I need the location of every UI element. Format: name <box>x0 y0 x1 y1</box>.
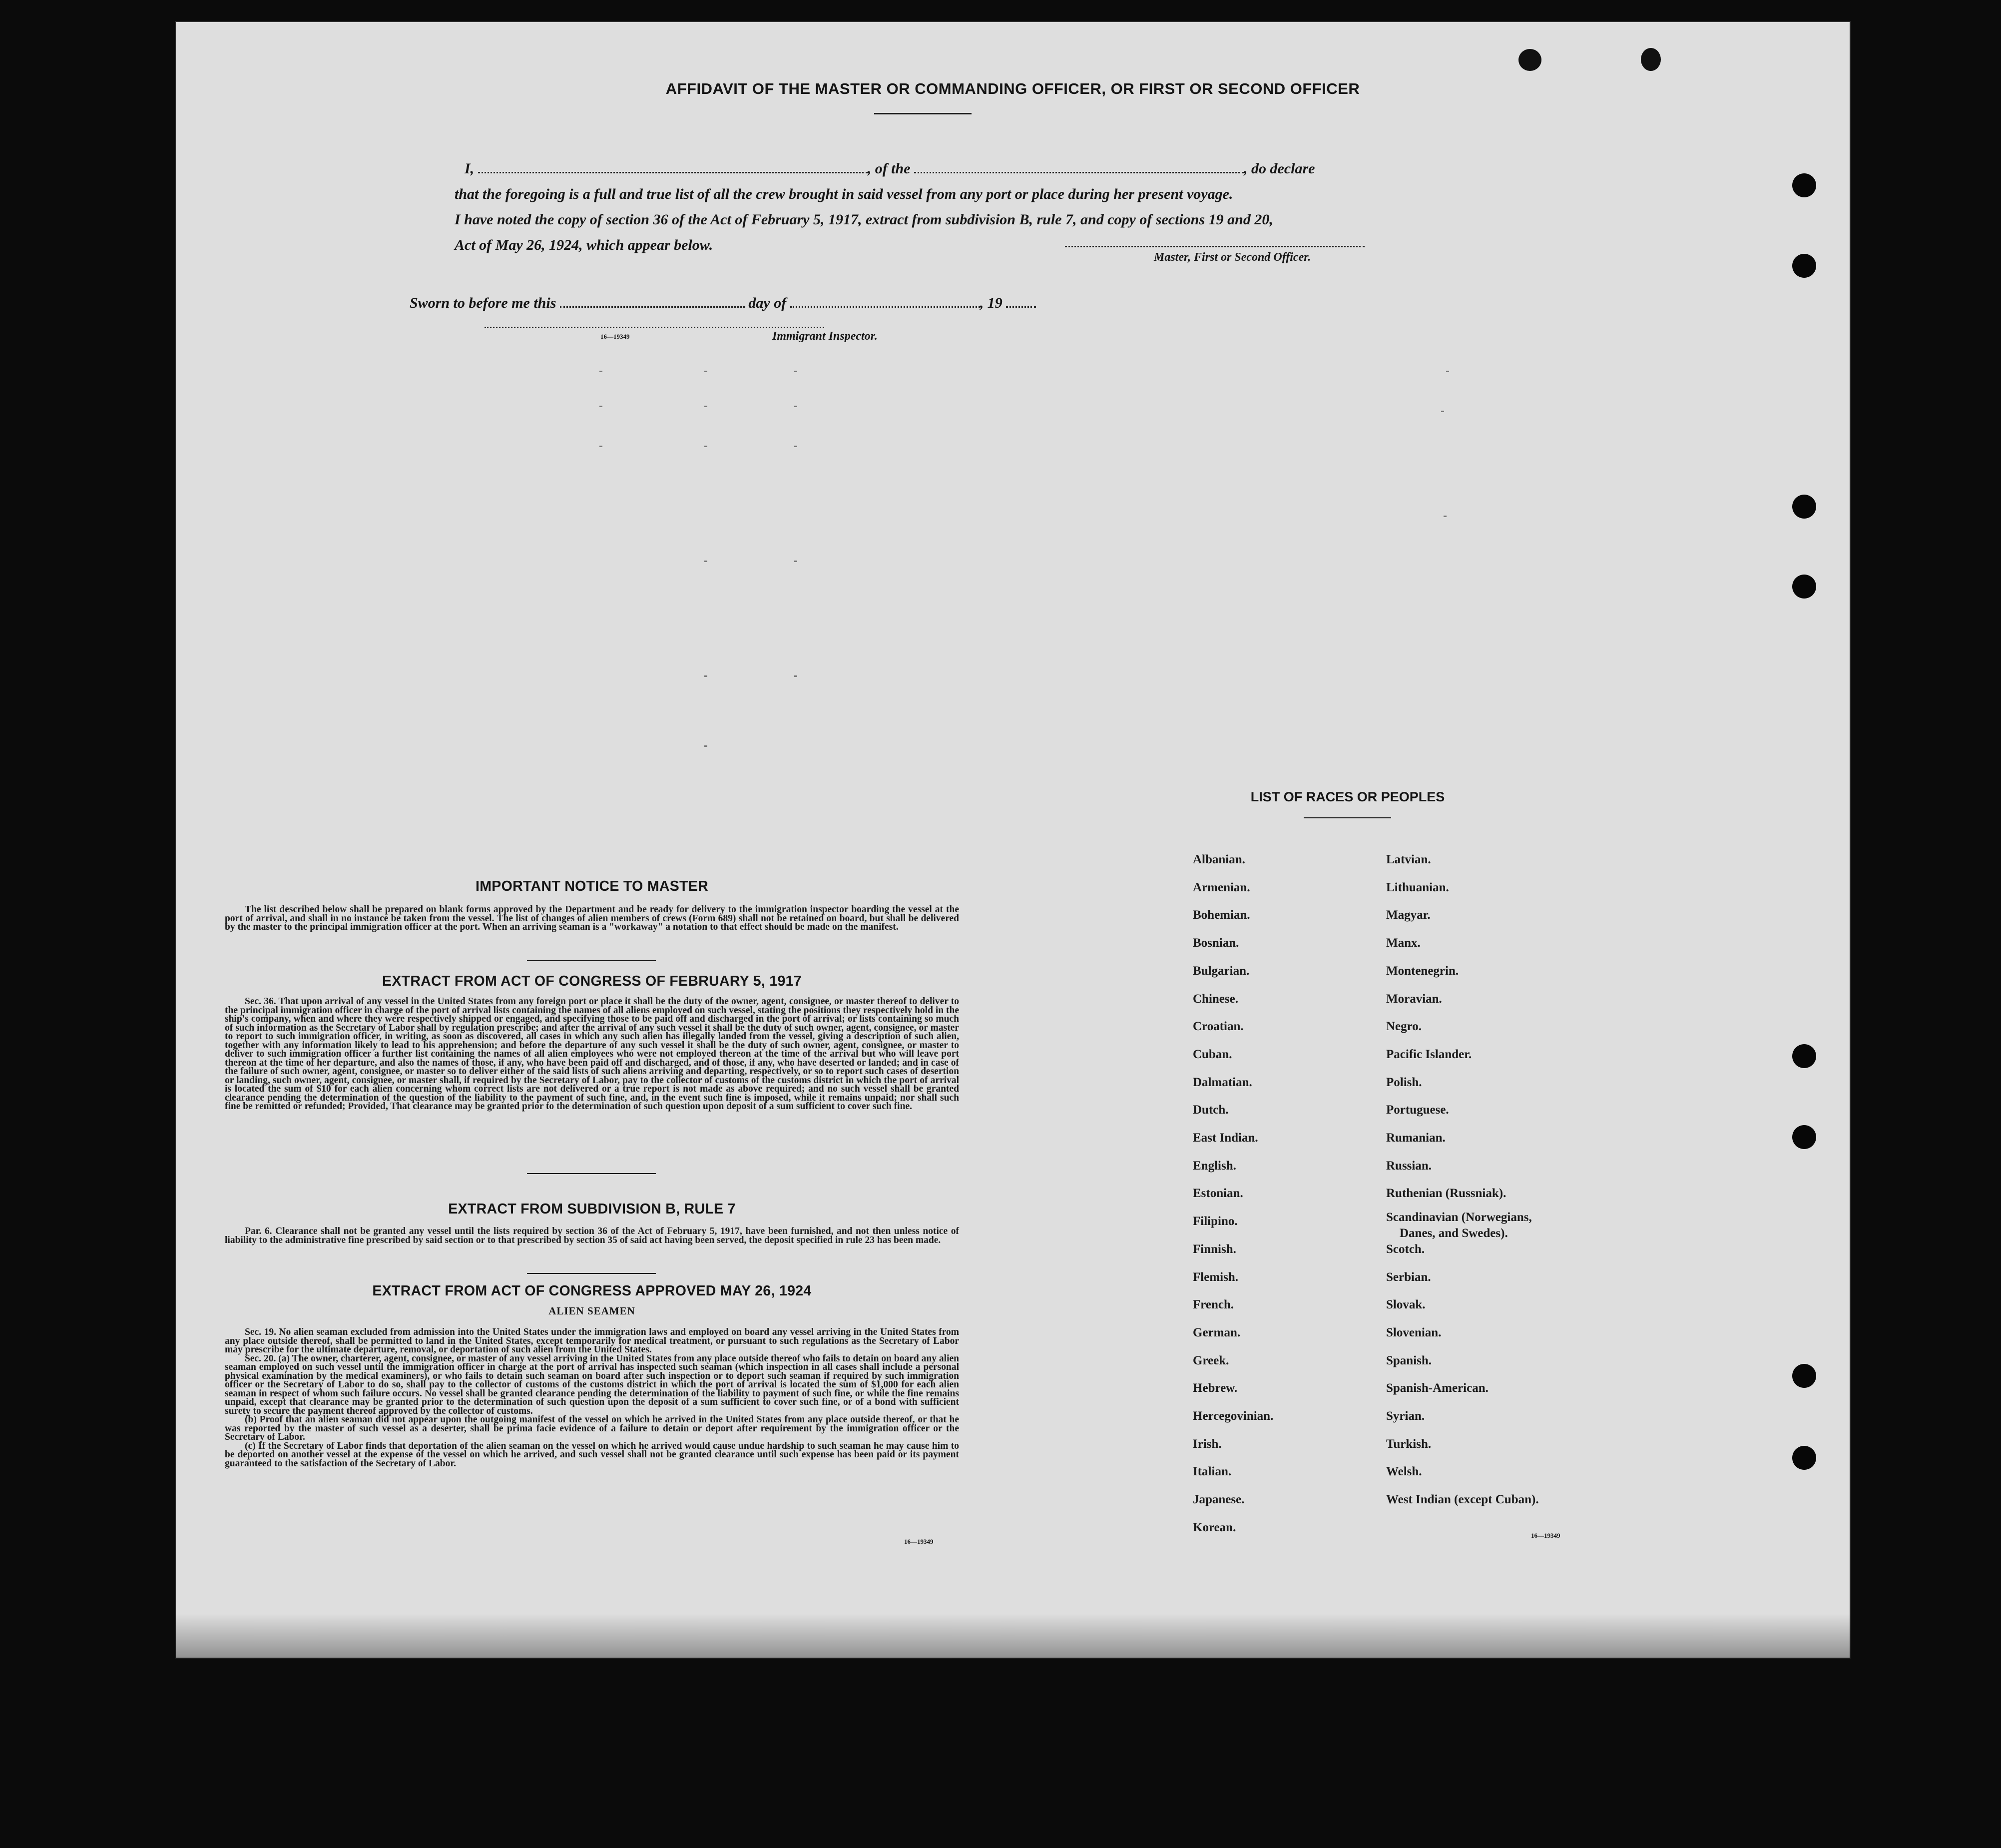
race-item: Korean. <box>1193 1520 1236 1534</box>
sworn-day-field[interactable] <box>560 295 745 308</box>
sworn-line <box>410 295 1036 312</box>
race-item: French. <box>1193 1298 1234 1312</box>
ink-blot <box>1641 48 1661 71</box>
sworn-label: Sworn to before me this <box>410 295 556 311</box>
race-item: Welsh. <box>1386 1465 1422 1479</box>
form-number: 16—19349 <box>600 333 630 340</box>
section-divider <box>527 960 656 961</box>
sworn-year-field[interactable] <box>1006 295 1036 308</box>
race-item: Bohemian. <box>1193 908 1250 922</box>
race-item: Magyar. <box>1386 908 1431 922</box>
master-signature-field[interactable] <box>1065 246 1365 247</box>
officer-name-field[interactable] <box>478 161 868 173</box>
sec-20c-paragraph: (c) If the Secretary of Labor finds that deportation of the alien seaman on the vessel on which he arrived would cause undue hardship to such seaman he may cause him to be deported on another vessel at the expense of the vessel on which he arrived, and such vessel shall not be granted clearance until such expense has been paid or its payment guaranteed to the satisfaction of the Secretary of Labor. <box>225 1440 959 1469</box>
notice-title: IMPORTANT NOTICE TO MASTER <box>476 878 708 894</box>
inspector-signature-field[interactable] <box>485 327 824 328</box>
rule7-title: EXTRACT FROM SUBDIVISION B, RULE 7 <box>448 1201 736 1217</box>
notice-paragraph: The list described below shall be prepared on blank forms approved by the Department and be ready for delivery to the immigration inspector boarding the vessel at the port of arrival, and shall in no instance be taken from the vessel. The list of changes of alien members of crews (Form 689) shall not be retained on board, but shall be delivered by the master to the principal immigration officer at the port. When an arriving seaman is a "workaway" a notation to that effect should be made on the manifest. <box>225 904 959 932</box>
race-item: Portuguese. <box>1386 1103 1449 1117</box>
punch-hole <box>1792 254 1816 278</box>
sec-36-paragraph: Sec. 36. That upon arrival of any vessel in the United States from any foreign port or place it shall be the duty of the owner, agent, consignee, or master thereof to deliver to the principal immigration officer in charge of the port of arrival lists containing the names of all aliens employed on such vessel, stating the positions they respectively hold in the ship's company, when and where they were respectively shipped or engaged, and specifying those to be paid off and discharged in the port of arrival; or lists containing so much of such information as the Secretary of Labor shall by regulation prescribe; and after the arrival of any such vessel it shall be the duty of such owner, agent, consignee, or master to report to such immigration officer, in writing, as soon as discovered, all cases in which any such alien has illegally landed from the vessel, giving a description of such alien, together with any information likely to lead to his apprehension; and before the departure of any such vessel it shall be the duty of such owner, agent, consignee, or master to deliver to such immigration officer a further list containing the names of all alien employees who were not employed thereon at the time of the arrival but who will leave port thereon at the time of her departure, and also the names of those, if any, who have been paid off and discharged, and of those, if any, who have deserted or landed; and in case of the failure of such owner, agent, consignee, or master so to deliver either of the said lists of such aliens arriving and departing, respectively, or so to report such cases of desertion or landing, such owner, agent, consignee, or master shall, if required by the Secretary of Labor, pay to the collector of customs of the customs district in which the port of arrival is located the sum of $10 for each alien concerning whom correct lists are not delivered or a true report is not made as above required; and no such vessel shall be granted clearance pending the determination of the question of the liability to the payment of such fine, and, in the event such fine is imposed, while it remains unpaid; nor shall such fine be remitted or refunded; Provided, That clearance may be granted prior to the determination of such question upon deposit of a sum sufficient to cover such fine. <box>225 996 959 1112</box>
race-item: Negro. <box>1386 1020 1422 1034</box>
race-item: West Indian (except Cuban). <box>1386 1493 1539 1507</box>
punch-hole <box>1792 495 1816 519</box>
race-item: Slovak. <box>1386 1298 1426 1312</box>
year-prefix: , 19 <box>980 295 1002 311</box>
extract-1917-title: EXTRACT FROM ACT OF CONGRESS OF FEBRUARY 5, 1917 <box>382 973 802 989</box>
declaration-line-2: that the foregoing is a full and true list of all the crew brought in said vessel from any port or place during her present voyage. <box>455 186 1233 202</box>
race-item: Irish. <box>1193 1437 1222 1451</box>
race-item: Moravian. <box>1386 992 1442 1006</box>
race-item: Bosnian. <box>1193 936 1239 950</box>
notice-text <box>225 905 959 932</box>
do-declare-label: , do declare <box>1244 160 1315 177</box>
declaration-line-3: I have noted the copy of section 36 of the Act of February 5, 1917, extract from subdivision B, rule 7, and copy of sections 19 and 20, <box>455 211 1273 228</box>
race-item: Dutch. <box>1193 1103 1229 1117</box>
sec-20b-paragraph: (b) Proof that an alien seaman did not appear upon the outgoing manifest of the vessel on which he arrived in the United States from any place outside thereof, or that he was reported by the master of such vessel as a deserter, shall be prima facie evidence of a failure to detain or deport after requirement by the immigration officer or the Secretary of Labor. <box>225 1414 959 1442</box>
ink-blot <box>1518 49 1541 71</box>
race-item: Japanese. <box>1193 1493 1245 1507</box>
race-item: Montenegrin. <box>1386 964 1459 978</box>
race-item: Cuban. <box>1193 1047 1232 1061</box>
section-divider <box>527 1173 656 1174</box>
race-item: Syrian. <box>1386 1409 1425 1423</box>
race-item: Slovenian. <box>1386 1325 1442 1339</box>
punch-hole <box>1792 1125 1816 1149</box>
punch-hole <box>1792 1044 1816 1068</box>
race-item: Danes, and Swedes). <box>1400 1227 1508 1240</box>
declaration <box>455 156 1414 258</box>
punch-hole <box>1792 1446 1816 1470</box>
punch-hole <box>1792 575 1816 599</box>
alien-seamen-subtitle: ALIEN SEAMEN <box>548 1305 635 1317</box>
race-item: Greek. <box>1193 1353 1229 1367</box>
punch-hole <box>1792 173 1816 197</box>
race-item: Estonian. <box>1193 1187 1243 1201</box>
sworn-month-field[interactable] <box>790 295 980 308</box>
race-item: East Indian. <box>1193 1131 1258 1145</box>
of-the-label: , of the <box>867 160 911 177</box>
race-item: Armenian. <box>1193 880 1250 894</box>
race-item: Italian. <box>1193 1465 1232 1479</box>
race-item: Bulgarian. <box>1193 964 1250 978</box>
race-item: Albanian. <box>1193 853 1245 866</box>
race-item: Serbian. <box>1386 1270 1431 1284</box>
race-item: Hebrew. <box>1193 1381 1238 1395</box>
i-label: I, <box>465 160 475 177</box>
race-item: German. <box>1193 1325 1241 1339</box>
par-6-paragraph: Par. 6. Clearance shall not be granted any vessel until the lists required by section 36 of the Act of February 5, 1917, have been furnished, and not then unless notice of liability to the administrative fine prescribed by said section or to that prescribed by section 35 of said act having been served, the deposit specified in rule 23 has been made. <box>225 1226 959 1245</box>
declaration-line-4: Act of May 26, 1924, which appear below. <box>455 237 713 253</box>
race-item: Hercegovinian. <box>1193 1409 1274 1423</box>
master-signature-label: Master, First or Second Officer. <box>1154 251 1311 264</box>
race-item: Ruthenian (Russniak). <box>1386 1187 1506 1201</box>
extract-1924-title: EXTRACT FROM ACT OF CONGRESS APPROVED MAY 26, 1924 <box>372 1283 812 1299</box>
race-item: Croatian. <box>1193 1020 1244 1034</box>
inspector-label: Immigrant Inspector. <box>772 330 878 343</box>
title-rule <box>874 113 972 114</box>
sec-19-paragraph: Sec. 19. No alien seaman excluded from admission into the United States under the immigration laws and employed on board any vessel arriving in the United States from any place outside thereof, shall be permitted to land in the United States, except temporarily for medical treatment, or pursuant to such regulations as the Secretary of Labor may prescribe for the ultimate departure, removal, or deportation of such alien from the United States. <box>225 1327 959 1355</box>
race-item: Filipino. <box>1193 1215 1238 1229</box>
extract-form-number: 16—19349 <box>904 1538 934 1545</box>
race-item: Rumanian. <box>1386 1131 1446 1145</box>
sec-20a-paragraph: Sec. 20. (a) The owner, charterer, agent, consignee, or master of any vessel arriving in the United States from any place outside thereof who fails to detain on board any alien seaman employed on such vessel until the immigration officer in charge at the port of arrival has inspected such seaman (which inspection in all cases shall include a personal physical examination by the medical examiners), or who fails to detain such seaman on board after such inspection or to deport such seaman if required by such immigration officer or the Secretary of Labor to do so, shall pay to the collector of customs of the customs district in which the port of arrival is located the sum of $1,000 for each alien seaman in respect of whom such failure occurs. No vessel shall be granted clearance pending the determination of the liability to payment of such fine, or while the fine remains unpaid, except that clearance may be granted prior to the determination of such question upon the deposit of a sum sufficient to cover such fine, or of a bond with sufficient surety to secure the payment thereof approved by the collector of customs. <box>225 1353 959 1416</box>
extract-1917-text <box>225 997 959 1111</box>
section-divider <box>527 1273 656 1274</box>
races-title-rule <box>1304 817 1391 818</box>
race-item: Chinese. <box>1193 992 1238 1006</box>
affidavit-title: AFFIDAVIT OF THE MASTER OR COMMANDING OFFICER, OR FIRST OR SECOND OFFICER <box>665 80 1360 97</box>
vessel-name-field[interactable] <box>914 161 1244 173</box>
race-item: Latvian. <box>1386 853 1431 866</box>
race-item: Turkish. <box>1386 1437 1432 1451</box>
day-of-label: day of <box>748 295 787 311</box>
extract-1924-text <box>225 1328 959 1468</box>
race-item: Scotch. <box>1386 1242 1425 1256</box>
race-item: Scandinavian (Norwegians, <box>1386 1211 1532 1225</box>
races-title: LIST OF RACES OR PEOPLES <box>1250 789 1445 804</box>
race-item: Flemish. <box>1193 1270 1238 1284</box>
race-item: Pacific Islander. <box>1386 1047 1472 1061</box>
race-item: Manx. <box>1386 936 1421 950</box>
race-item: English. <box>1193 1159 1236 1173</box>
race-item: Dalmatian. <box>1193 1075 1252 1089</box>
punch-hole <box>1792 1364 1816 1388</box>
race-item: Spanish. <box>1386 1353 1432 1367</box>
form-page <box>175 21 1851 1659</box>
rule7-text <box>225 1227 959 1244</box>
race-item: Polish. <box>1386 1075 1422 1089</box>
race-item: Russian. <box>1386 1159 1432 1173</box>
races-form-number: 16—19349 <box>1531 1532 1560 1539</box>
race-item: Lithuanian. <box>1386 880 1449 894</box>
declaration-line-1 <box>455 156 1414 181</box>
race-item: Finnish. <box>1193 1242 1236 1256</box>
race-item: Spanish-American. <box>1386 1381 1489 1395</box>
